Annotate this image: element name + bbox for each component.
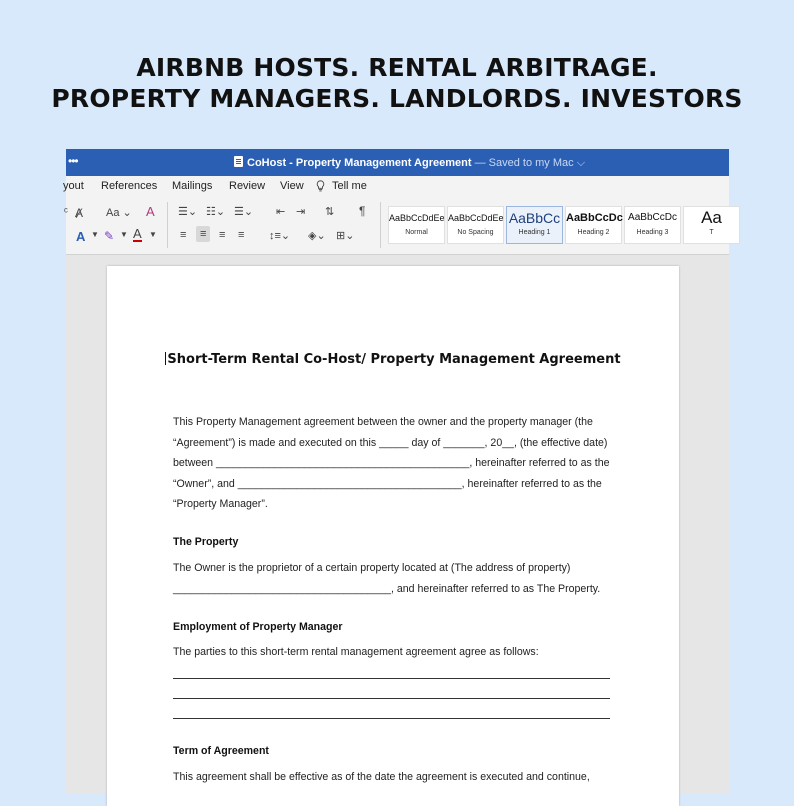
line-spacing-icon[interactable]: ↕≡⌄	[269, 230, 291, 242]
align-center-icon[interactable]: ≡	[196, 226, 210, 242]
term-line-1: This agreement shall be effective as of the date the agreement is executed and continue,	[173, 771, 590, 783]
blank-fill-line	[173, 698, 610, 699]
document-title[interactable]	[234, 156, 585, 170]
headline-line-2: PROPERTY MANAGERS. LANDLORDS. INVESTORS	[51, 84, 743, 113]
document-page[interactable]	[107, 266, 679, 806]
sort-icon[interactable]: ⇅	[325, 206, 335, 218]
borders-icon[interactable]: ⊞⌄	[336, 230, 355, 242]
intro-line-3: between ___________________________________________, hereinafter referred to as the	[173, 457, 610, 469]
section-heading-employment: Employment of Property Manager	[173, 621, 343, 633]
change-case-button[interactable]: Aa ⌄	[106, 207, 132, 219]
style-normal[interactable]	[388, 206, 445, 244]
intro-line-2: “Agreement”) is made and executed on this _____ day of _______, 20__, (the effective date)	[173, 437, 608, 449]
clear-formatting-icon[interactable]: Ⱥ	[75, 206, 84, 220]
tab-layout[interactable]: yout	[63, 180, 84, 192]
document-heading-text: Short-Term Rental Co-Host/ Property Management Agreement	[167, 352, 621, 367]
text-effects-chevron-icon[interactable]: ▼	[91, 230, 99, 239]
section-heading-term: Term of Agreement	[173, 745, 269, 757]
ribbon-toolbar	[66, 198, 729, 255]
tab-view[interactable]: View	[280, 180, 304, 192]
headline	[0, 52, 794, 114]
show-formatting-icon[interactable]: ¶	[359, 204, 366, 218]
increase-indent-icon[interactable]: ⇥	[296, 206, 306, 218]
style-heading-2-label: Heading 2	[577, 229, 610, 236]
tab-review[interactable]: Review	[229, 180, 266, 192]
saved-status: — Saved to my Mac	[474, 157, 574, 169]
style-heading-1[interactable]	[506, 206, 563, 244]
style-title-label: T	[709, 229, 714, 236]
multilevel-list-icon[interactable]: ☰⌄	[234, 206, 254, 218]
shrink-font-icon[interactable]: ᶜ	[64, 206, 68, 218]
divider	[380, 202, 381, 248]
style-normal-sample: AaBbCcDdEe	[389, 213, 445, 223]
style-normal-label: Normal	[405, 229, 428, 236]
style-heading-3-sample: AaBbCcDc	[628, 212, 677, 223]
font-color-icon[interactable]: A	[133, 226, 142, 241]
word-document-icon	[234, 156, 243, 167]
ribbon-tabs	[63, 176, 729, 198]
document-heading	[107, 352, 679, 367]
word-window	[63, 149, 729, 794]
document-name: CoHost - Property Management Agreement	[247, 157, 472, 169]
highlighter-chevron-icon[interactable]: ▼	[120, 230, 128, 239]
align-left-icon[interactable]: ≡	[180, 229, 187, 241]
tell-me-search[interactable]: Tell me	[332, 180, 367, 192]
style-title-sample: Aa	[701, 208, 722, 227]
intro-line-5: “Property Manager”.	[173, 498, 268, 510]
section-heading-property: The Property	[173, 536, 239, 548]
property-line-1: The Owner is the proprietor of a certain property located at (The address of property)	[173, 562, 571, 574]
change-case-label: Aa	[106, 207, 120, 219]
highlight-style-icon[interactable]: A	[146, 204, 155, 219]
style-heading-3-label: Heading 3	[636, 229, 669, 236]
tab-references[interactable]: References	[101, 180, 158, 192]
divider	[167, 202, 168, 248]
style-heading-2[interactable]	[565, 206, 622, 244]
property-line-2: _____________________________________, and hereinafter referred to as The Property.	[173, 583, 601, 595]
blank-fill-line	[173, 678, 610, 679]
decrease-indent-icon[interactable]: ⇤	[276, 206, 286, 218]
bullets-icon[interactable]: ☰⌄	[178, 206, 198, 218]
employment-line-1: The parties to this short-term rental management agreement agree as follows:	[173, 646, 539, 658]
text-effects-icon[interactable]: A	[76, 229, 86, 244]
intro-line-1: This Property Management agreement between the owner and the property manager (the	[173, 416, 593, 428]
align-right-icon[interactable]: ≡	[219, 229, 226, 241]
style-heading-1-label: Heading 1	[518, 229, 551, 236]
chevron-down-icon[interactable]: ⌵	[576, 157, 586, 169]
highlighter-icon[interactable]: ✎	[104, 229, 115, 243]
style-no-spacing[interactable]	[447, 206, 504, 244]
tab-mailings[interactable]: Mailings	[172, 180, 213, 192]
styles-gallery	[388, 202, 733, 248]
style-heading-1-sample: AaBbCc	[508, 210, 561, 226]
numbering-icon[interactable]: ☷⌄	[206, 206, 226, 218]
style-title[interactable]	[683, 206, 740, 244]
font-color-chevron-icon[interactable]: ▼	[149, 230, 157, 239]
style-no-spacing-sample: AaBbCcDdEe	[448, 213, 504, 223]
title-bar	[66, 149, 729, 176]
style-heading-2-sample: AaBbCcDc	[566, 212, 623, 224]
headline-line-1: AIRBNB HOSTS. RENTAL ARBITRAGE.	[136, 53, 658, 82]
blank-fill-line	[173, 718, 610, 719]
shading-icon[interactable]: ◈⌄	[308, 230, 326, 242]
window-controls[interactable]: •••	[68, 154, 78, 168]
style-heading-3[interactable]	[624, 206, 681, 244]
intro-line-4: “Owner”, and ______________________________________, hereinafter referred to as the	[173, 478, 602, 490]
justify-icon[interactable]: ≡	[238, 229, 245, 241]
lightbulb-icon[interactable]	[316, 180, 325, 195]
style-no-spacing-label: No Spacing	[457, 229, 494, 236]
